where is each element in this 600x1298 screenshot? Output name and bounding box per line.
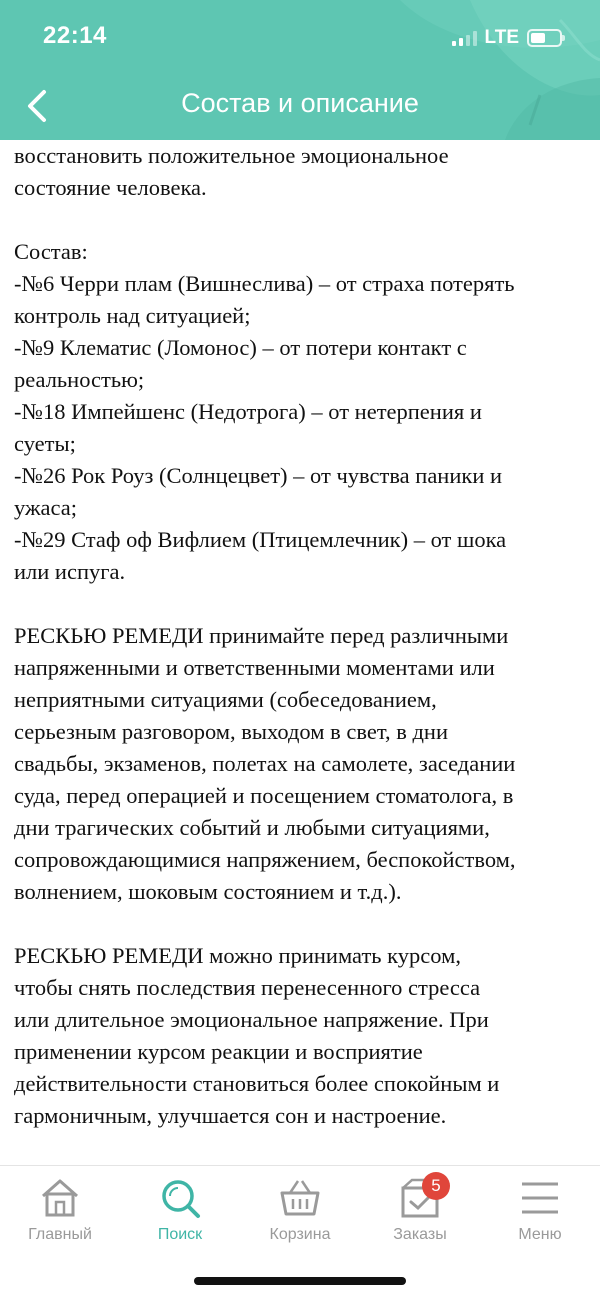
text-line: -№26 Рок Роуз (Солнцецвет) – от чувства паники и [14,463,503,488]
text-line: напряженными и ответственными моментами или [14,655,495,680]
text-line: реальностью; [14,367,145,392]
text-line: суеты; [14,431,76,456]
text-line: -№18 Импейшенс (Недотрога) – от нетерпения и [14,399,482,424]
home-icon [38,1176,82,1220]
network-type: LTE [484,27,519,48]
status-indicators [452,26,562,50]
tab-cart-label: Корзина [269,1226,331,1243]
text-line [14,204,590,236]
tab-search-label: Поиск [157,1226,203,1243]
description-content[interactable] [0,140,600,1165]
status-time: 22:14 [43,22,107,49]
page-title: Состав и описание [181,88,419,118]
text-line: Состав: [14,239,88,264]
battery-icon [527,29,562,47]
orders-badge: 5 [422,1172,450,1200]
tab-menu[interactable] [480,1176,600,1256]
tab-menu-label: Меню [518,1226,562,1243]
home-indicator [194,1277,406,1285]
text-line: РЕСКЬЮ РЕМЕДИ можно принимать курсом, [14,943,461,968]
text-line: РЕСКЬЮ РЕМЕДИ принимайте перед различными [14,623,509,648]
leaf-decoration-icon [0,0,600,140]
text-line [14,908,590,940]
tab-search[interactable] [120,1176,240,1256]
text-line: сопровождающимися напряжением, беспокойством, [14,847,516,872]
text-line: дни трагических событий и любыми ситуациями, [14,815,490,840]
text-line: свадьбы, экзаменов, полетах на самолете, заседании [14,751,516,776]
tab-home-label: Главный [28,1226,92,1243]
text-line: состояние человека. [14,175,207,200]
text-line: серьезным разговором, выходом в свет, в дни [14,719,449,744]
basket-icon [278,1176,322,1220]
tab-cart[interactable] [240,1176,360,1256]
text-line: восстановить положительное эмоциональное [14,143,449,168]
text-line: -№9 Клематис (Ломонос) – от потери контакт с [14,335,467,360]
search-icon [158,1176,202,1220]
tab-orders[interactable] [360,1176,480,1256]
text-line: суда, перед операцией и посещением стоматолога, в [14,783,514,808]
text-line: применении курсом реакции и восприятие [14,1039,423,1064]
text-line [14,588,590,620]
text-line: контроль над ситуацией; [14,303,251,328]
tab-orders-label: Заказы [393,1226,447,1243]
text-line: -№29 Стаф оф Вифлием (Птицемлечник) – от шока [14,527,507,552]
tab-home[interactable] [0,1176,120,1256]
text-line: чтобы снять последствия перенесенного стресса [14,975,481,1000]
text-line: действительности становиться более спокойным и [14,1071,500,1096]
signal-icon [452,30,477,46]
description-text [14,140,590,1132]
text-line: -№6 Черри плам (Вишнеслива) – от страха потерять [14,271,515,296]
app-header [0,0,600,140]
text-line: волнением, шоковым состоянием и т.д.). [14,879,402,904]
text-line: или длительное эмоциональное напряжение. При [14,1007,489,1032]
text-line: или испуга. [14,559,126,584]
menu-icon [518,1176,562,1220]
text-line: гармоничным, улучшается сон и настроение. [14,1103,447,1128]
text-line: ужаса; [14,495,77,520]
text-line: неприятными ситуациями (собеседованием, [14,687,437,712]
